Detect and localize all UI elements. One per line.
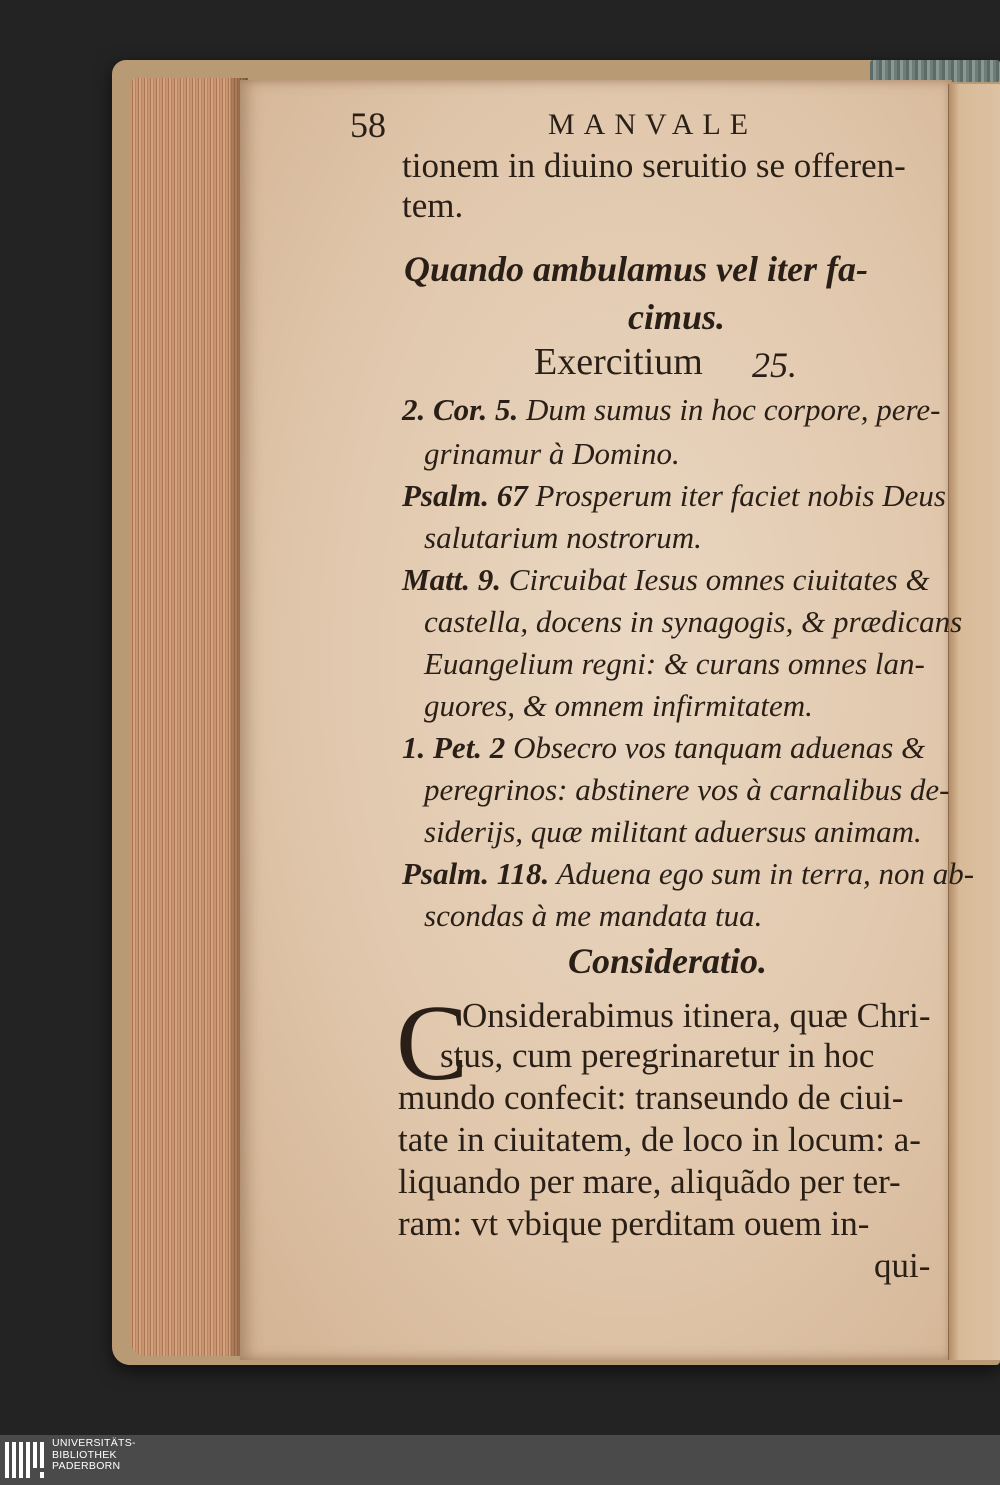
citation-continuation: peregrinos: abstinere vos à carnalibus de- [424, 772, 950, 807]
body-line: tionem in diuino seruitio se offeren- [402, 146, 906, 185]
citation-text: Dum sumus in hoc corpore, pere- [526, 392, 941, 427]
citation-continuation: Euangelium regni: & curans omnes lan- [424, 646, 925, 681]
body-line: stus, cum peregrinaretur in hoc [440, 1036, 875, 1075]
exercitium-label: Exercitium [534, 341, 703, 383]
library-logo-icon [5, 1440, 47, 1480]
citation-line [402, 730, 925, 766]
citation-text: Circuibat Iesus omnes ciuitates & [508, 562, 930, 597]
citation-ref: Psalm. 67 [402, 478, 528, 513]
citation-continuation: guores, & omnem infirmitatem. [424, 688, 813, 723]
citation-ref: 1. Pet. 2 [402, 730, 506, 765]
citation-line [402, 478, 946, 514]
citation-continuation: siderijs, quæ militant aduersus animam. [424, 814, 922, 849]
exercitium-number: 25. [752, 345, 797, 385]
citation-ref: 2. Cor. 5. [402, 392, 519, 427]
facing-page-edge [948, 84, 1000, 1360]
citation-line [402, 392, 940, 428]
body-line: mundo confecit: transeundo de ciui- [398, 1078, 904, 1117]
drop-cap: C [396, 984, 469, 1103]
book-top-edge [870, 60, 1000, 82]
body-line: liquando per mare, aliquãdo per ter- [398, 1162, 901, 1201]
page-edges [130, 78, 248, 1356]
body-line: ram: vt vbique perditam ouem in- [398, 1204, 870, 1243]
footer-bar [0, 1435, 1000, 1485]
library-logo-text: UNIVERSITÄTS- BIBLIOTHEK PADERBORN [52, 1437, 136, 1472]
citation-continuation: scondas à me mandata tua. [424, 898, 763, 933]
body-line: Onsiderabimus itinera, quæ Chri- [462, 996, 931, 1035]
running-head: MANVALE [548, 108, 758, 141]
citation-text: Prosperum iter faciet nobis Deus [535, 478, 946, 513]
citation-line [402, 856, 974, 892]
citation-continuation: grinamur à Domino. [424, 436, 680, 471]
citation-ref: Matt. 9. [402, 562, 502, 597]
section-heading: Quando ambulamus vel iter fa- [404, 249, 869, 289]
body-line: tem. [402, 186, 464, 225]
section-heading: cimus. [628, 297, 726, 337]
citation-ref: Psalm. 118. [402, 856, 550, 891]
page-number: 58 [350, 105, 386, 145]
catchword: qui- [874, 1246, 931, 1285]
body-line: tate in ciuitatem, de loco in locum: a- [398, 1120, 921, 1159]
citation-text: Obsecro vos tanquam aduenas & [513, 730, 926, 765]
citation-text: Aduena ego sum in terra, non ab- [556, 856, 975, 891]
citation-line [402, 562, 930, 598]
citation-continuation: castella, docens in synagogis, & prædicans [424, 604, 963, 639]
citation-continuation: salutarium nostrorum. [424, 520, 702, 555]
consideratio-heading: Consideratio. [568, 941, 768, 981]
